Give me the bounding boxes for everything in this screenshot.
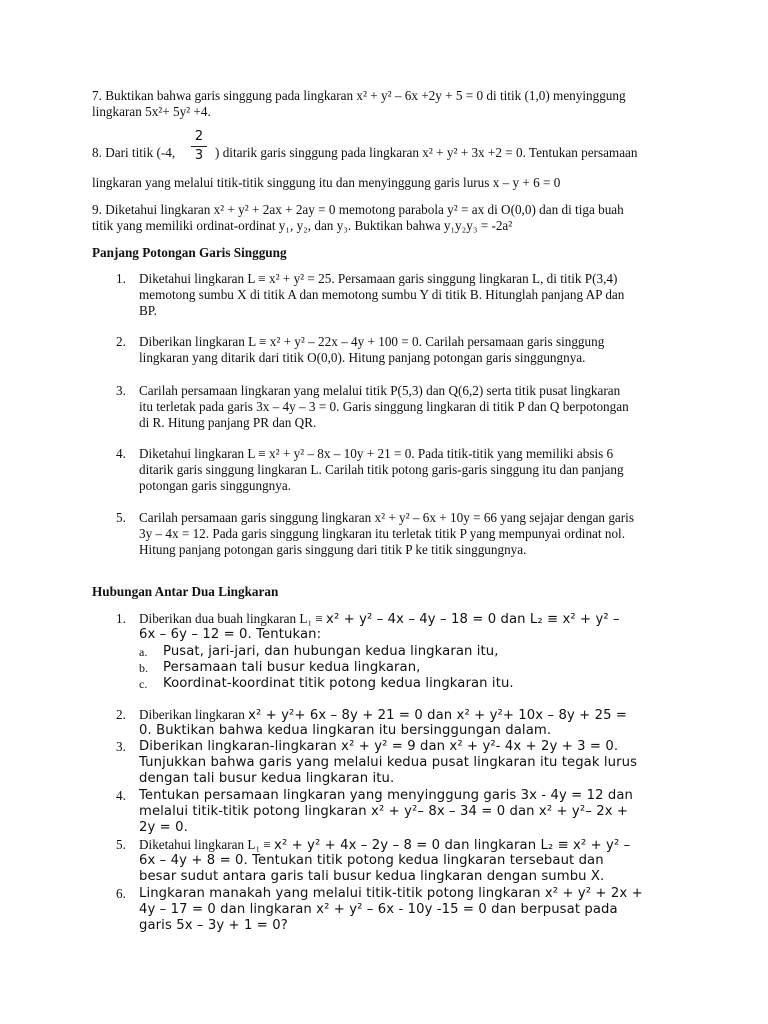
q7-line-2: lingkaran 5x²+ 5y² +4. [92,104,211,119]
list-item-number: 1. [116,271,126,286]
list-item-line [139,837,630,854]
list-item-line: Hitung panjang potongan garis singgung dari titik P ke titik singgungnya. [139,542,527,557]
line-serif-part: Diberikan lingkaran [139,707,245,722]
list-item-number: 2. [116,334,126,349]
line-sans-part: x² + y² + 4x – 2y – 8 = 0 dan lingkaran L₂ ≡ x² + y² – [274,838,631,853]
list-item-number: 5. [116,837,126,852]
list-item-line: garis 5x – 3y + 1 = 0? [139,918,288,933]
list-item-line: Diberikan lingkaran-lingkaran x² + y² = 9 dan x² + y²- 4x + 2y + 3 = 0. [139,739,619,754]
sublist-item: Koordinat-koordinat titik potong kedua lingkaran itu. [163,676,514,691]
list-item-line: Diketahui lingkaran L ≡ x² + y² = 25. Persamaan garis singgung lingkaran L, di titik P(3,4) [139,271,618,286]
list-item-number: 4. [116,788,126,803]
q8-fraction-denominator: 3 [194,148,204,163]
list-item-line: memotong sumbu X di titik A dan memotong sumbu Y di titik B. Hitunglah panjang AP dan [139,287,625,302]
line-serif-part: Diketahui lingkaran L₁ ≡ [139,837,271,852]
sublist-item: Pusat, jari-jari, dan hubungan kedua lingkaran itu, [163,644,499,659]
sublist-letter: b. [139,661,148,675]
section-heading-hubungan-antar: Hubungan Antar Dua Lingkaran [92,584,279,599]
list-item-line: 6x – 6y – 12 = 0. Tentukan: [139,627,322,642]
list-item-line: itu terletak pada garis 3x – 4y – 3 = 0. Garis singgung lingkaran di titik P dan Q berpotongan [139,399,629,414]
list-item-line: dengan tali busur kedua lingkaran itu. [139,771,395,786]
list-item-line: besar sudut antara garis tali busur kedua lingkaran dengan sumbu X. [139,869,605,884]
list-item-line: Carilah persamaan lingkaran yang melalui titik P(5,3) dan Q(6,2) serta titik pusat lingkaran [139,383,621,398]
list-item-line [139,611,620,628]
list-item-number: 2. [116,707,126,722]
list-item-number: 4. [116,446,126,461]
list-item-number: 6. [116,886,126,901]
line-sans-part: x² + y² – 4x – 4y – 18 = 0 dan L₂ ≡ x² + y² – [326,612,620,627]
list-item-line: melalui titik-titik potong lingkaran x² + y²– 8x – 34 = 0 dan x² + y²– 2x + [139,804,629,819]
list-item-line: 2y = 0. [139,820,188,835]
list-item-line: 6x – 4y + 8 = 0. Tentukan titik potong kedua lingkaran tersebaut dan [139,853,604,868]
section-heading-panjang-potongan: Panjang Potongan Garis Singgung [92,245,287,260]
list-item-line: di R. Hitung panjang PR dan QR. [139,415,317,430]
sublist-letter: c. [139,677,148,691]
q8-line-1-left: 8. Dari titik (-4, [92,145,176,160]
q8-line-2: lingkaran yang melalui titik-titik singgung itu dan menyinggung garis lurus x – y + 6 = 0 [92,175,561,190]
list-item-number: 1. [116,611,126,626]
list-item-line: BP. [139,303,157,318]
list-item-number: 3. [116,383,126,398]
list-item-line: Diberikan lingkaran L ≡ x² + y² – 22x – 4y + 100 = 0. Carilah persamaan garis singgung [139,334,605,349]
q8-fraction-numerator: 2 [194,129,204,144]
list-item-line: Diketahui lingkaran L ≡ x² + y² – 8x – 10y + 21 = 0. Pada titik-titik yang memiliki absis 6 [139,446,614,461]
list-item-line: Tentukan persamaan lingkaran yang menyinggung garis 3x - 4y = 12 dan [139,788,633,803]
q7-line-1: 7. Buktikan bahwa garis singgung pada lingkaran x² + y² – 6x +2y + 5 = 0 di titik (1,0) menyinggung [92,88,626,103]
list-item-line: Tunjukkan bahwa garis yang melalui kedua pusat lingkaran itu tegak lurus [139,755,638,770]
q8-line-1-right: ) ditarik garis singgung pada lingkaran x² + y² + 3x +2 = 0. Tentukan persamaan [215,145,638,160]
line-serif-part: Diberikan dua buah lingkaran L₁ ≡ [139,611,323,626]
q8-fraction-bar [191,146,207,147]
list-item-number: 5. [116,510,126,525]
list-item-line: Lingkaran manakah yang melalui titik-titik potong lingkaran x² + y² + 2x + [139,886,643,901]
list-item-line: Carilah persamaan garis singgung lingkaran x² + y² – 6x + 10y = 66 yang sejajar dengan garis [139,510,634,525]
sublist-item: Persamaan tali busur kedua lingkaran, [163,660,421,675]
list-item-line: 0. Buktikan bahwa kedua lingkaran itu bersinggungan dalam. [139,723,552,738]
q9-line-1: 9. Diketahui lingkaran x² + y² + 2ax + 2ay = 0 memotong parabola y² = ax di O(0,0) dan di tiga buah [92,202,624,217]
list-item-line: lingkaran yang ditarik dari titik O(0,0). Hitung panjang potongan garis singgungnya. [139,350,586,365]
q9-line-2: titik yang memiliki ordinat-ordinat y₁, y₂, dan y₃. Buktikan bahwa y₁y₂y₃ = -2a² [92,218,513,233]
list-item-line: 3y – 4x = 12. Pada garis singgung lingkaran itu terletak titik P yang mempunyai ordinat nol. [139,526,626,541]
sublist-letter: a. [139,645,148,659]
line-sans-part: x² + y²+ 6x – 8y + 21 = 0 dan x² + y²+ 10x – 8y + 25 = [248,708,628,723]
list-item-line: potongan garis singgungnya. [139,478,292,493]
list-item-line: 4y – 17 = 0 dan lingkaran x² + y² – 6x - 10y -15 = 0 dan berpusat pada [139,902,618,917]
list-item-line: ditarik garis singgung lingkaran L. Carilah titik potong garis-garis singgung itu dan panjang [139,462,624,477]
list-item-line [139,707,627,724]
list-item-number: 3. [116,739,126,754]
